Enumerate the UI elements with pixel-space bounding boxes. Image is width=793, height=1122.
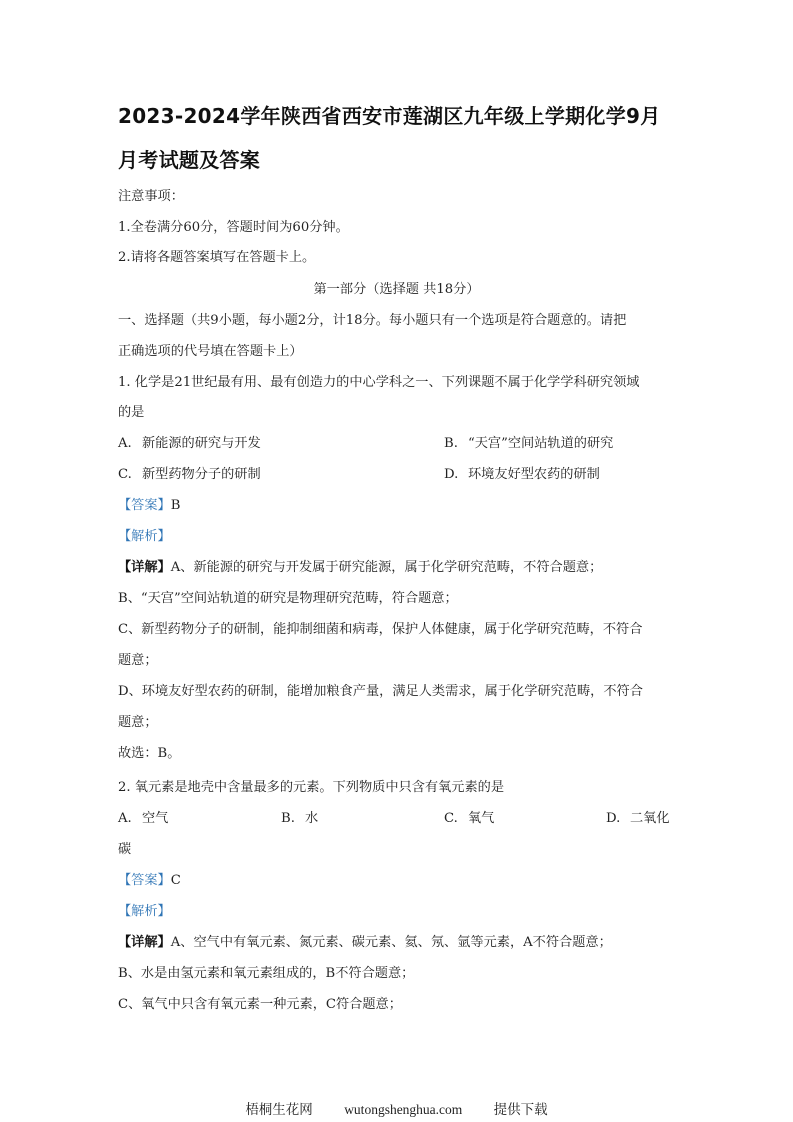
option-text: 新能源的研究与开发 (142, 436, 261, 451)
question-1-answer (118, 498, 180, 514)
question-1-analysis (118, 529, 171, 545)
option-letter: C. (444, 811, 458, 826)
question-1-option-c (118, 467, 261, 483)
detail-label: 【详解】 (118, 560, 171, 575)
notice-item-1: 1.全卷满分60分，答题时间为60分钟。 (118, 220, 349, 235)
footer-site-url[interactable]: wutongshenghua.com (344, 1102, 463, 1117)
question-2-option-a (118, 811, 168, 827)
question-1-detail-line3: C、新型药物分子的研制，能抑制细菌和病毒，保护人体健康，属于化学研究范畴，不符合 (118, 622, 643, 637)
question-2-detail-line1 (118, 935, 612, 951)
question-2-option-d-wrap: 碳 (118, 842, 132, 857)
footer-note: 提供下载 (493, 1102, 548, 1117)
question-1-stem-line1: 1. 化学是21世纪最有用、最有创造力的中心学科之一、下列课题不属于化学学科研究领域 (118, 375, 640, 390)
document-title-line1: 2023-2024学年陕西省西安市莲湖区九年级上学期化学9月 (118, 104, 661, 128)
document-title-line2: 月考试题及答案 (118, 148, 261, 172)
option-letter: D. (444, 467, 459, 482)
question-1-detail-line1 (118, 560, 602, 576)
question-1-detail-line4: 题意； (118, 653, 158, 668)
option-text: 二氧化 (630, 811, 670, 826)
question-2-option-b (281, 811, 318, 827)
section-instructions-line1: 一、选择题（共9小题，每小题2分，计18分。每小题只有一个选项是符合题意的。请把 (118, 313, 627, 328)
answer-label: 【答案】 (118, 873, 171, 888)
question-1-stem-line2: 的是 (118, 405, 145, 420)
option-text: 新型药物分子的研制 (142, 467, 261, 482)
answer-value: C (170, 873, 181, 888)
detail-text: A、新能源的研究与开发属于研究能源，属于化学研究范畴，不符合题意； (170, 560, 603, 575)
option-text: 水 (305, 811, 319, 826)
question-1-option-d (444, 467, 600, 483)
question-1-detail-line5: D、环境友好型农药的研制，能增加粮食产量，满足人类需求，属于化学研究范畴，不符合 (118, 684, 643, 699)
option-text: 环境友好型农药的研制 (468, 467, 600, 482)
option-text: 空气 (142, 811, 169, 826)
question-2-analysis (118, 904, 171, 920)
question-1-option-a (118, 436, 261, 452)
question-2-option-d (606, 811, 670, 827)
notice-item-2: 2.请将各题答案填写在答题卡上。 (118, 250, 316, 265)
question-2-answer (118, 873, 181, 889)
question-1-detail-line2: B、“天宫”空间站轨道的研究是物理研究范畴，符合题意； (118, 591, 458, 606)
analysis-label: 【解析】 (118, 904, 171, 919)
option-letter: D. (606, 811, 621, 826)
footer-site-name: 梧桐生花网 (245, 1102, 313, 1117)
detail-label: 【详解】 (118, 935, 171, 950)
option-letter: B. (281, 811, 295, 826)
option-letter: B. (444, 436, 458, 451)
detail-text: A、空气中有氧元素、氮元素、碳元素、氦、氖、氩等元素，A不符合题意； (170, 935, 612, 950)
question-1-option-b (444, 436, 613, 452)
option-letter: C. (118, 467, 132, 482)
question-2-detail-line3: C、氧气中只含有氧元素一种元素，C符合题意； (118, 997, 402, 1012)
answer-label: 【答案】 (118, 498, 171, 513)
analysis-label: 【解析】 (118, 529, 171, 544)
question-2-option-c (444, 811, 494, 827)
option-letter: A. (118, 811, 132, 826)
notice-heading: 注意事项： (118, 189, 184, 204)
page-footer (0, 1098, 793, 1118)
section-instructions-line2: 正确选项的代号填在答题卡上） (118, 344, 303, 359)
answer-value: B (170, 498, 181, 513)
question-2-detail-line2: B、水是由氢元素和氧元素组成的，B不符合题意； (118, 966, 415, 981)
option-text: “天宫”空间站轨道的研究 (468, 436, 614, 451)
part-heading: 第一部分（选择题 共18分） (313, 282, 480, 297)
option-text: 氧气 (468, 811, 495, 826)
question-1-conclusion: 故选：B。 (118, 746, 181, 761)
question-2-stem: 2. 氧元素是地壳中含量最多的元素。下列物质中只含有氧元素的是 (118, 780, 505, 795)
question-1-detail-line6: 题意； (118, 715, 158, 730)
option-letter: A. (118, 436, 132, 451)
